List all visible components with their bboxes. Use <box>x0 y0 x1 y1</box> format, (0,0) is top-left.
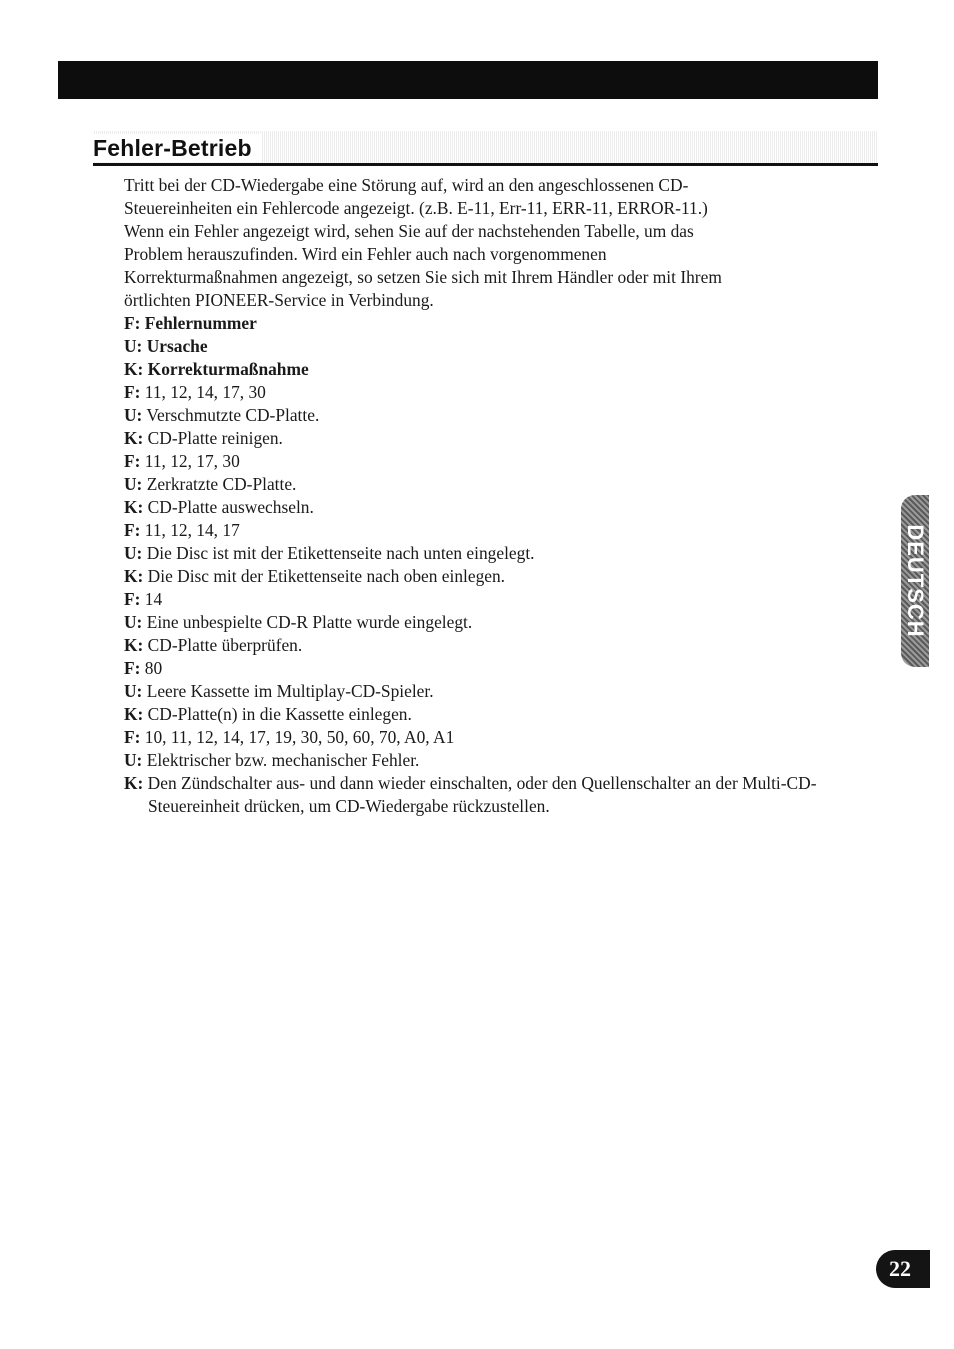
error-entry <box>124 404 844 427</box>
intro-line: Korrekturmaßnahmen angezeigt, so setzen Sie sich mit Ihrem Händler oder mit Ihrem <box>124 267 722 287</box>
entry-key: K: <box>124 635 144 655</box>
entry-key: K: <box>124 428 144 448</box>
entry-key: F: <box>124 589 141 609</box>
error-entry <box>124 634 844 657</box>
entry-key: K: <box>124 704 144 724</box>
section-heading <box>93 131 878 166</box>
entry-text: 14 <box>140 589 163 609</box>
error-entry <box>124 703 844 726</box>
entry-key: K: <box>124 497 144 517</box>
legend-korrekturmassnahme: K: Korrekturmaßnahme <box>124 359 309 379</box>
error-entry <box>124 772 844 818</box>
legend-ursache: U: Ursache <box>124 336 208 356</box>
entry-key: K: <box>124 773 144 793</box>
error-entry <box>124 496 844 519</box>
error-entry <box>124 542 844 565</box>
entry-text: Leere Kassette im Multiplay-CD-Spieler. <box>142 681 434 701</box>
entry-text: 11, 12, 14, 17, 30 <box>140 382 266 402</box>
error-entry <box>124 657 844 680</box>
entry-text: Zerkratzte CD-Platte. <box>142 474 297 494</box>
entry-key: F: <box>124 451 141 471</box>
error-table <box>124 381 844 818</box>
entry-key: F: <box>124 382 141 402</box>
entry-text: Eine unbespielte CD-R Platte wurde eingelegt. <box>142 612 473 632</box>
language-tab-label: DEUTSCH <box>903 524 928 638</box>
entry-key: U: <box>124 612 143 632</box>
language-tab <box>901 495 929 667</box>
error-entry <box>124 450 844 473</box>
entry-key: F: <box>124 727 141 747</box>
entry-text: 11, 12, 14, 17 <box>140 520 240 540</box>
entry-text: Verschmutzte CD-Platte. <box>142 405 320 425</box>
entry-key: U: <box>124 750 143 770</box>
entry-key: K: <box>124 566 144 586</box>
entry-text: 80 <box>140 658 163 678</box>
intro-line: Steuereinheiten ein Fehlercode angezeigt. (z.B. E-11, Err-11, ERR-11, ERROR-11.) <box>124 198 708 218</box>
intro-paragraph <box>124 174 844 312</box>
section-title: Fehler-Betrieb <box>93 134 262 162</box>
header-bar <box>58 61 878 99</box>
error-entry <box>124 519 844 542</box>
entry-text: Den Zündschalter aus- und dann wieder einschalten, oder den Quellenschalter an der Multi-CD-Steuereinheit drücken, um CD-Wiedergabe rückzustellen. <box>143 773 817 816</box>
entry-text: 10, 11, 12, 14, 17, 19, 30, 50, 60, 70, A0, A1 <box>140 727 455 747</box>
error-entry <box>124 680 844 703</box>
error-entry <box>124 473 844 496</box>
error-entry <box>124 381 844 404</box>
entry-text: CD-Platte reinigen. <box>143 428 283 448</box>
error-entry <box>124 749 844 772</box>
error-entry <box>124 588 844 611</box>
entry-key: U: <box>124 474 143 494</box>
entry-key: U: <box>124 681 143 701</box>
entry-text: Die Disc ist mit der Etikettenseite nach unten eingelegt. <box>142 543 535 563</box>
entry-text: CD-Platte überprüfen. <box>143 635 303 655</box>
entry-text: 11, 12, 17, 30 <box>140 451 240 471</box>
page-number: 22 <box>876 1250 930 1288</box>
entry-text: Die Disc mit der Etikettenseite nach oben einlegen. <box>143 566 506 586</box>
entry-text: CD-Platte(n) in die Kassette einlegen. <box>143 704 412 724</box>
entry-key: F: <box>124 658 141 678</box>
error-entry <box>124 565 844 588</box>
body-content <box>124 174 844 818</box>
intro-line: Wenn ein Fehler angezeigt wird, sehen Sie auf der nachstehenden Tabelle, um das <box>124 221 694 241</box>
entry-key: U: <box>124 543 143 563</box>
entry-key: F: <box>124 520 141 540</box>
legend-fehlernummer: F: Fehlernummer <box>124 313 257 333</box>
entry-key: U: <box>124 405 143 425</box>
intro-line: Tritt bei der CD-Wiedergabe eine Störung auf, wird an den angeschlossenen CD- <box>124 175 689 195</box>
legend <box>124 312 844 381</box>
entry-text: Elektrischer bzw. mechanischer Fehler. <box>142 750 420 770</box>
entry-text: CD-Platte auswechseln. <box>143 497 314 517</box>
error-entry <box>124 611 844 634</box>
intro-line: Problem herauszufinden. Wird ein Fehler auch nach vorgenommenen <box>124 244 607 264</box>
error-entry <box>124 427 844 450</box>
intro-line: örtlichten PIONEER-Service in Verbindung. <box>124 290 434 310</box>
error-entry <box>124 726 844 749</box>
